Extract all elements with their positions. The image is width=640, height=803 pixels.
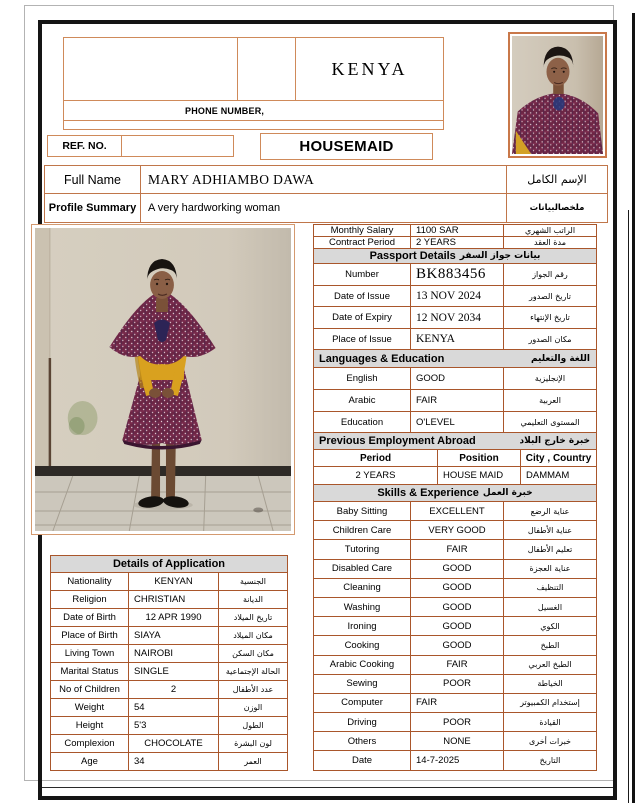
table-row [313,732,597,751]
section-header-row [313,350,597,368]
table-row [50,699,288,717]
row-label: Washing [314,598,411,616]
row-arabic-label: الخياطة [537,679,563,689]
row-value: 5'3 [129,717,219,734]
row-value: SIAYA [129,627,219,644]
row-value: BK883456 [411,264,504,285]
row-arabic-label: الديانة [242,595,264,604]
row-arabic-label: مدة العقد [534,238,566,247]
row-value: GOOD [411,368,504,389]
table-row [50,609,288,627]
row-arabic-label: تاريخ الميلاد [233,613,273,622]
table-row [313,224,597,237]
row-label: Arabic Cooking [314,656,411,674]
table-row [313,264,597,286]
row-value: FAIR [411,390,504,411]
full-name-value: MARY ADHIAMBO DAWA [148,171,315,187]
row-value: CHRISTIAN [129,591,219,608]
table-row [50,663,288,681]
column-header-position: Position [438,450,521,466]
scan-edge-line-thick [632,13,635,803]
table-row [313,329,597,350]
row-arabic-label: رقم الجواز [532,270,568,279]
row-label: Others [314,732,411,750]
row-label: No of Children [51,681,129,698]
table-row [50,645,288,663]
ref-no-value [122,136,233,156]
row-label: Complexion [51,735,129,752]
table-row [50,735,288,753]
table-row [313,656,597,675]
application-table-title: Details of Application [51,556,287,572]
row-value: 1100 SAR [411,225,504,236]
row-value: NAIROBI [129,645,219,662]
profile-summary-arabic: ملخصالبيانات [529,203,585,213]
row-label: Weight [51,699,129,716]
row-label: Disabled Care [314,560,411,578]
table-row [313,560,597,579]
row-value: KENYA [411,329,504,349]
row-label: Marital Status [51,663,129,680]
row-arabic-label: الإنجليزية [534,374,566,383]
table-row [313,540,597,559]
employment-city: DAMMAM [526,470,570,481]
section-header [314,485,596,501]
table-row [313,579,597,598]
table-row [313,675,597,694]
row-value: 13 NOV 2024 [411,286,504,306]
row-arabic-label: التنظيف [536,583,564,593]
table-row [50,573,288,591]
full-name-label: Full Name [64,172,121,187]
table-row [50,717,288,735]
section-header [314,350,596,367]
application-table [50,555,288,771]
row-arabic-label: تعليم الأطفال [527,544,573,554]
row-value: GOOD [411,617,504,635]
row-label: Computer [314,694,411,712]
row-arabic-label: تاريخ الإنتهاء [530,313,570,322]
row-label: Nationality [51,573,129,590]
table-row [313,502,597,521]
row-label: Children Care [314,521,411,539]
employment-data-row [313,467,597,485]
country-cell [296,38,443,100]
scan-edge-line-thin [628,210,629,803]
row-arabic-label: الحالة الإجتماعية [225,667,281,676]
section-title-ar: اللغة والتعليم [530,353,590,364]
table-row [313,617,597,636]
full-name-row [45,166,607,194]
job-title: HOUSEMAID [299,138,394,155]
row-label: Religion [51,591,129,608]
profile-summary-label: Profile Summary [48,202,137,214]
row-label: Cooking [314,636,411,654]
row-arabic-label: المستوى التعليمي [520,417,580,427]
header-table [63,37,444,130]
row-arabic-label: إستخدام الكمبيوتر [520,698,580,708]
full-name-table [44,165,608,223]
table-row [313,636,597,655]
row-label: Date of Birth [51,609,129,626]
row-label: Sewing [314,675,411,693]
row-value: NONE [411,732,504,750]
applicant-photo-image [35,228,291,531]
row-arabic-label: مكان الصدور [528,334,572,344]
row-label: Place of Birth [51,627,129,644]
row-value: FAIR [411,694,504,712]
row-arabic-label: الطول [242,721,264,730]
row-value: FAIR [411,540,504,558]
row-label: Place of Issue [314,329,411,349]
row-value: 14-7-2025 [411,751,504,769]
row-arabic-label: الراتب الشهري [524,226,576,235]
row-arabic-label: التاريخ [539,756,561,766]
employment-position: HOUSE MAID [438,467,521,484]
row-value: 34 [129,753,219,770]
applicant-photo [31,224,295,535]
row-arabic-label: عناية الرضع [530,506,570,516]
ref-no-label: REF. NO. [48,136,122,156]
row-arabic-label: العربية [539,396,561,405]
section-header-row [313,249,597,264]
row-arabic-label: الطبخ [540,640,560,650]
phone-number-label: PHONE NUMBER, [185,105,265,116]
section-title-en: Languages & Education [319,352,445,365]
row-value: 2 YEARS [411,237,504,248]
table-row [313,598,597,617]
row-label: Height [51,717,129,734]
row-arabic-label: مكان الميلاد [233,631,273,640]
row-arabic-label: الكوي [540,621,560,631]
table-row [313,307,597,329]
row-value: 12 APR 1990 [129,609,219,626]
row-value: 2 [129,681,219,698]
row-arabic-label: مكان السكن [232,649,274,658]
header-blank-cell [238,38,296,100]
row-value: GOOD [411,636,504,654]
row-arabic-label: الغسيل [537,602,563,612]
row-label: Number [314,264,411,285]
application-table-rows [50,573,288,771]
row-label: English [314,368,411,389]
row-value: EXCELLENT [411,502,504,520]
row-value: GOOD [411,560,504,578]
table-row [313,713,597,732]
row-arabic-label: لون البشرة [234,739,272,748]
table-row [313,237,597,249]
row-label: Date of Expiry [314,307,411,328]
employment-period: 2 YEARS [314,467,438,484]
column-header-city-country: City , Country [525,452,592,464]
row-value: KENYAN [129,573,219,590]
section-header-row [313,433,597,450]
table-row [313,521,597,540]
row-value: SINGLE [129,663,219,680]
passport-photo-image [512,36,603,154]
section-title-ar: بيانات جواز السفر [459,251,541,261]
row-label: Ironing [314,617,411,635]
row-arabic-label: الطبخ العربي [528,660,572,670]
row-value: POOR [411,675,504,693]
full-name-arabic: الإسم الكامل [527,173,587,186]
row-arabic-label: عناية الأطفال [527,525,573,535]
row-label: Date of Issue [314,286,411,306]
section-header [314,249,596,263]
table-row [313,368,597,390]
row-value: FAIR [411,656,504,674]
row-arabic-label: الوزن [243,703,263,712]
footer-divider [42,787,613,788]
row-label: Contract Period [314,237,411,248]
row-arabic-label: عدد الأطفال [232,685,274,694]
section-title-ar: خبرة خارج البلاد [519,436,590,446]
row-arabic-label: العمر [244,757,262,766]
table-row [50,681,288,699]
row-label: Driving [314,713,411,731]
row-arabic-label: عناية العجزة [529,564,571,574]
section-title-en: Skills & Experience [377,487,479,499]
row-label: Cleaning [314,579,411,597]
row-label: Monthly Salary [314,225,411,236]
row-arabic-label: تاريخ الصدور [529,291,571,301]
row-label: Living Town [51,645,129,662]
table-row [313,751,597,770]
profile-summary-value: A very hardworking woman [148,202,281,214]
phone-number-row [64,101,443,121]
row-label: Date [314,751,411,769]
ref-no-box [47,135,234,157]
table-row [50,627,288,645]
row-value: CHOCOLATE [129,735,219,752]
row-value: GOOD [411,598,504,616]
row-value: 54 [129,699,219,716]
row-value: POOR [411,713,504,731]
row-value: VERY GOOD [411,521,504,539]
section-header-row [313,485,597,502]
table-row [313,390,597,412]
profile-summary-row [45,194,607,222]
row-label: Age [51,753,129,770]
table-row [313,286,597,307]
row-label: Arabic [314,390,411,411]
agency-logo-box [64,38,238,100]
table-row [50,591,288,609]
country-label: KENYA [331,58,408,79]
table-row [313,694,597,713]
row-value: O'LEVEL [411,412,504,432]
section-header [314,433,596,449]
row-arabic-label: القيادة [539,717,561,727]
row-value: 12 NOV 2034 [411,307,504,328]
section-title-en: Previous Employment Abroad [319,435,476,447]
column-header-period: Period [314,450,438,466]
table-row [313,412,597,433]
header-blank-row [64,121,443,131]
row-label: Tutoring [314,540,411,558]
passport-photo [508,32,607,158]
row-label: Baby Sitting [314,502,411,520]
job-title-box [260,133,433,160]
employment-columns-header [313,450,597,467]
header-top-row [64,38,443,101]
row-value: GOOD [411,579,504,597]
row-arabic-label: الجنسية [239,577,267,586]
table-row [50,753,288,771]
section-title-ar: خبرة العمل [482,488,533,498]
details-right-table [313,224,597,771]
application-table-header [50,555,288,573]
section-title-en: Passport Details [369,250,456,262]
row-label: Education [314,412,411,432]
row-arabic-label: خبرات أخرى [529,736,571,746]
